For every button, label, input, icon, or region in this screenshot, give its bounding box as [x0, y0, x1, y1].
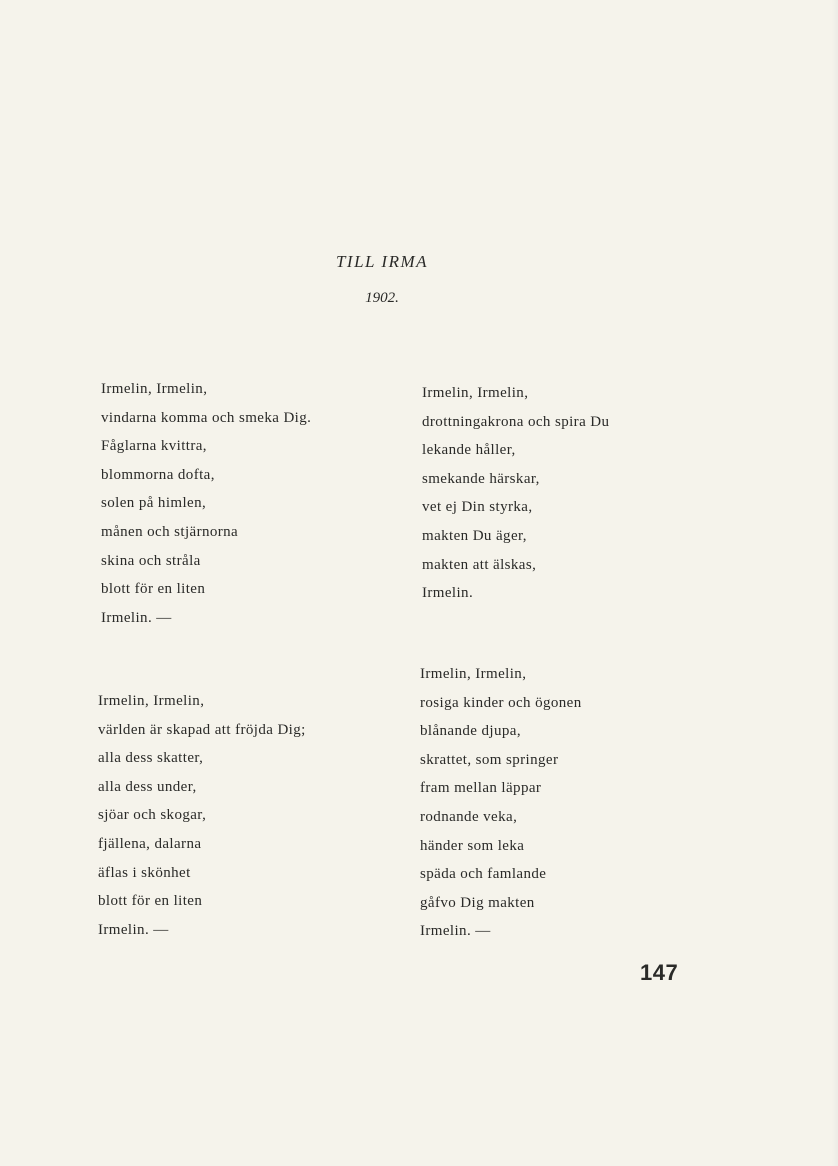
poem-line: Irmelin. — [98, 921, 169, 938]
poem-line: blott för en liten [98, 893, 203, 910]
poem-line: blånande djupa, [420, 723, 521, 740]
poem-line: alla dess skatter, [98, 750, 204, 767]
poem-line: Irmelin. [422, 585, 474, 602]
poem-line: blott för en liten [101, 581, 206, 598]
poem-line: gåfvo Dig makten [420, 894, 535, 911]
poem-line: Irmelin, Irmelin, [422, 385, 529, 401]
poem-line: Irmelin, Irmelin, [98, 693, 205, 709]
poem-line: alla dess under, [98, 778, 197, 795]
poem-line: smekande härskar, [422, 470, 540, 487]
stanza-4 [420, 660, 582, 946]
poem-line: äflas i skönhet [98, 864, 191, 881]
poem-line: Irmelin, Irmelin, [101, 381, 208, 397]
poem-line: Irmelin. — [101, 609, 172, 626]
poem-line: Fåglarna kvittra, [101, 438, 207, 455]
poem-line: vet ej Din styrka, [422, 499, 533, 516]
page-number: 147 [640, 960, 679, 985]
poem-line: fram mellan läppar [420, 780, 542, 797]
stanza-2 [422, 379, 609, 608]
poem-line: världen är skapad att fröjda Dig; [98, 721, 306, 738]
stanza-3 [98, 687, 306, 944]
poem-line: makten Du äger, [422, 527, 527, 544]
poem-line: solen på himlen, [101, 495, 207, 512]
page-edge [832, 0, 838, 1166]
poem-line: Irmelin, Irmelin, [420, 666, 527, 682]
poem-line: rosiga kinder och ögonen [420, 694, 582, 711]
poem-line: skrattet, som springer [420, 751, 559, 768]
poem-line: skina och stråla [101, 552, 201, 569]
poem-line: drottningakrona och spira Du [422, 413, 610, 430]
poem-line: månen och stjärnorna [101, 523, 239, 540]
poem-line: späda och famlande [420, 866, 547, 883]
poem-line: lekande håller, [422, 442, 516, 459]
poem-line: Irmelin. — [420, 923, 491, 940]
poem-year: 1902. [365, 290, 399, 306]
poem-line: händer som leka [420, 837, 525, 854]
poem-line: rodnande veka, [420, 808, 518, 825]
poem-line: makten att älskas, [422, 556, 537, 573]
poem-line: vindarna komma och smeka Dig. [101, 409, 312, 426]
poem-line: fjällena, dalarna [98, 835, 202, 852]
stanza-1 [101, 375, 311, 632]
poem-line: sjöar och skogar, [98, 807, 207, 824]
poem-title: TILL IRMA [335, 252, 429, 271]
poem-line: blommorna dofta, [101, 466, 215, 483]
